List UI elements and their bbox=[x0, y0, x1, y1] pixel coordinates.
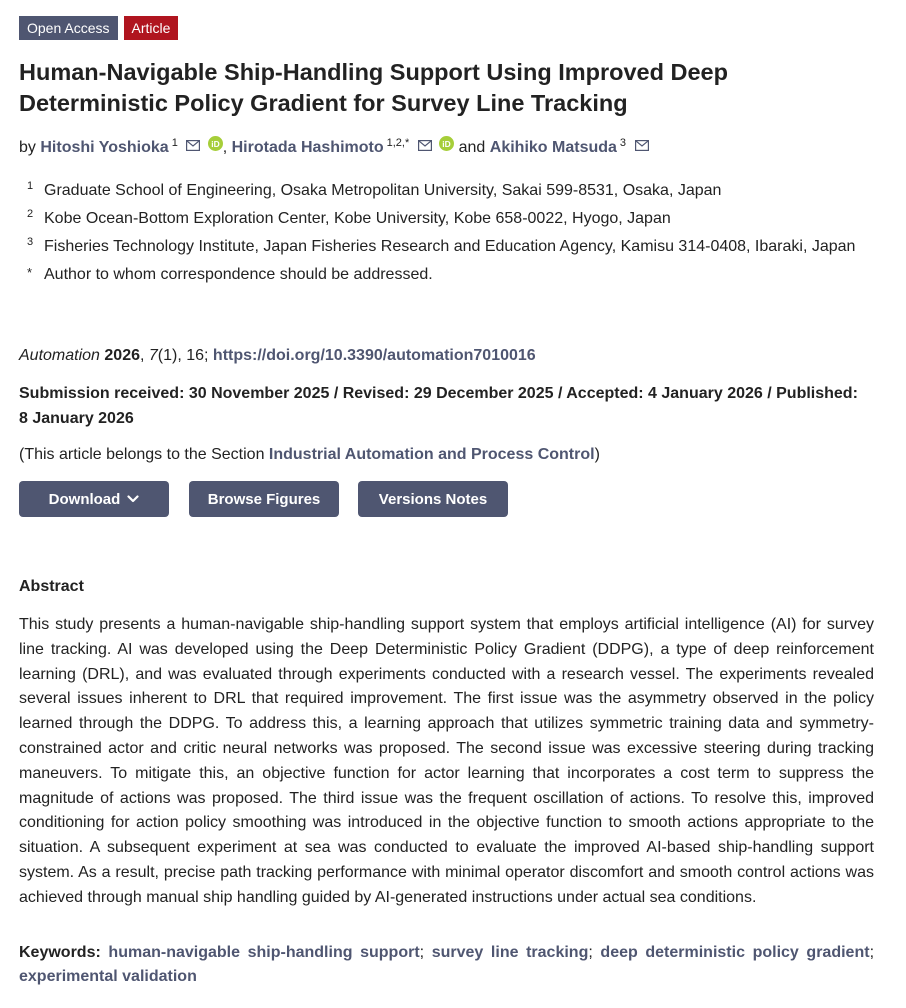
affiliation-item bbox=[19, 206, 879, 231]
affiliation-text: Fisheries Technology Institute, Japan Fisheries Research and Education Agency, Kamisu 314-0408, Ibaraki, Japan bbox=[44, 238, 856, 255]
author-link-matsuda[interactable]: Akihiko Matsuda bbox=[489, 139, 617, 156]
orcid-icon[interactable] bbox=[208, 136, 223, 151]
chevron-down-icon bbox=[127, 495, 139, 503]
author-affiliation-sup: 1,2,* bbox=[386, 137, 410, 149]
keywords-label: Keywords: bbox=[19, 944, 101, 961]
doi-link[interactable]: https://doi.org/10.3390/automation7010016 bbox=[212, 347, 536, 364]
publication-dates: Submission received: 30 November 2025 / Revised: 29 December 2025 / Accepted: 4 January 2026 / Published: 8 January 2026 bbox=[19, 385, 858, 427]
envelope-icon[interactable] bbox=[635, 140, 649, 151]
citation-article-number: , 16; bbox=[177, 347, 213, 364]
keyword-separator: ; bbox=[869, 944, 875, 961]
affiliation-number: 2 bbox=[27, 208, 34, 220]
abstract-text: This study presents a human-navigable ship-handling support system that employs artificial intelligence (AI) for survey line tracking. AI was developed using the Deep Deterministic Policy Gradient (DDPG), a type of deep reinforcement learning (DRL), and was evaluated through experiments conducted with a research vessel. The experiments revealed several issues inherent to DRL that required improvement. The first issue was the asymmetry observed in the policy learned through the DDPG. To address this, a learning approach that utilizes symmetric training data and symmetry-constrained actor and critic neural networks was proposed. The second issue was excessive steering during tracking maneuvers. To mitigate this, an objective function for actor learning that incorporates a cost term to suppress the magnitude of actions was proposed. The third issue was the frequent oscillation of actions. To resolve this, improved conditioning for action policy smoothing was introduced in the objective function to smooth actions appropriate to the situation. A subsequent experiment at sea was conducted to evaluate the improved AI-based ship-handling support system. As a result, precise path tracking performance with minimal operator discomfort and smooth control actions was achieved through manual ship handling guided by AI-generated instructions under actual sea conditions. bbox=[19, 616, 874, 906]
keyword-separator: ; bbox=[588, 944, 601, 961]
journal-name: Automation bbox=[19, 347, 100, 364]
affiliation-number: 1 bbox=[27, 180, 34, 192]
affiliation-text: Graduate School of Engineering, Osaka Metropolitan University, Sakai 599-8531, Osaka, Japan bbox=[44, 182, 722, 199]
article-title: Human-Navigable Ship-Handling Support Using Improved Deep Deterministic Policy Gradient for Survey Line Tracking bbox=[19, 59, 728, 116]
orcid-icon[interactable] bbox=[439, 136, 454, 151]
keyword-link[interactable]: human-navigable ship-handling support bbox=[108, 944, 420, 961]
affiliation-item bbox=[19, 262, 879, 287]
keyword-link[interactable]: survey line tracking bbox=[431, 944, 589, 961]
author-link-yoshioka[interactable]: Hitoshi Yoshioka bbox=[40, 139, 169, 156]
author-list: by Hitoshi Yoshioka $^1$ iD , Hirotada Hashimoto $^{1,2,*}$ iD and Akihiko Matsuda $^3$ bbox=[19, 131, 889, 160]
affiliation-item bbox=[19, 178, 879, 203]
abstract-heading: Abstract bbox=[19, 578, 84, 595]
author-affiliation-sup: 3 bbox=[619, 137, 627, 149]
open-access-badge[interactable]: Open Access bbox=[19, 16, 118, 40]
action-buttons bbox=[19, 481, 508, 517]
by-label: by bbox=[19, 139, 36, 156]
and-label: and bbox=[458, 139, 486, 156]
keywords bbox=[19, 941, 874, 989]
citation-issue: (1) bbox=[157, 347, 178, 364]
section-suffix: ) bbox=[594, 446, 600, 463]
affiliation-number: * bbox=[27, 265, 33, 280]
section-prefix: (This article belongs to the Section bbox=[19, 446, 269, 463]
keyword-link[interactable]: experimental validation bbox=[19, 968, 197, 985]
keyword-link[interactable]: deep deterministic policy gradient bbox=[600, 944, 870, 961]
envelope-icon[interactable] bbox=[186, 140, 200, 151]
citation-volume: 7 bbox=[148, 347, 158, 364]
author-affiliation-sup: 1 bbox=[171, 137, 178, 149]
svg-text:iD: iD bbox=[211, 138, 220, 149]
section-link[interactable]: Industrial Automation and Process Control bbox=[268, 446, 595, 463]
affiliation-text: Kobe Ocean-Bottom Exploration Center, Kobe University, Kobe 658-0022, Hyogo, Japan bbox=[44, 210, 671, 227]
badges bbox=[19, 16, 178, 40]
affiliation-number: 3 bbox=[27, 236, 34, 248]
citation: Automation 2026, 7(1), 16; https://doi.org/10.3390/automation7010016 bbox=[19, 347, 536, 364]
versions-notes-button[interactable]: Versions Notes bbox=[358, 481, 508, 517]
svg-text:iD: iD bbox=[442, 138, 451, 149]
author-link-hashimoto[interactable]: Hirotada Hashimoto bbox=[231, 139, 384, 156]
article-type-badge: Article bbox=[124, 16, 179, 40]
browse-figures-button[interactable]: Browse Figures bbox=[189, 481, 339, 517]
keyword-separator: ; bbox=[419, 944, 432, 961]
citation-year: 2026 bbox=[104, 347, 140, 364]
section-info bbox=[19, 443, 600, 467]
affiliations bbox=[19, 178, 879, 290]
download-button[interactable] bbox=[19, 481, 169, 517]
affiliation-item bbox=[19, 234, 879, 259]
download-label: Download bbox=[48, 490, 121, 508]
envelope-icon[interactable] bbox=[418, 140, 432, 151]
affiliation-text: Author to whom correspondence should be addressed. bbox=[44, 266, 433, 283]
